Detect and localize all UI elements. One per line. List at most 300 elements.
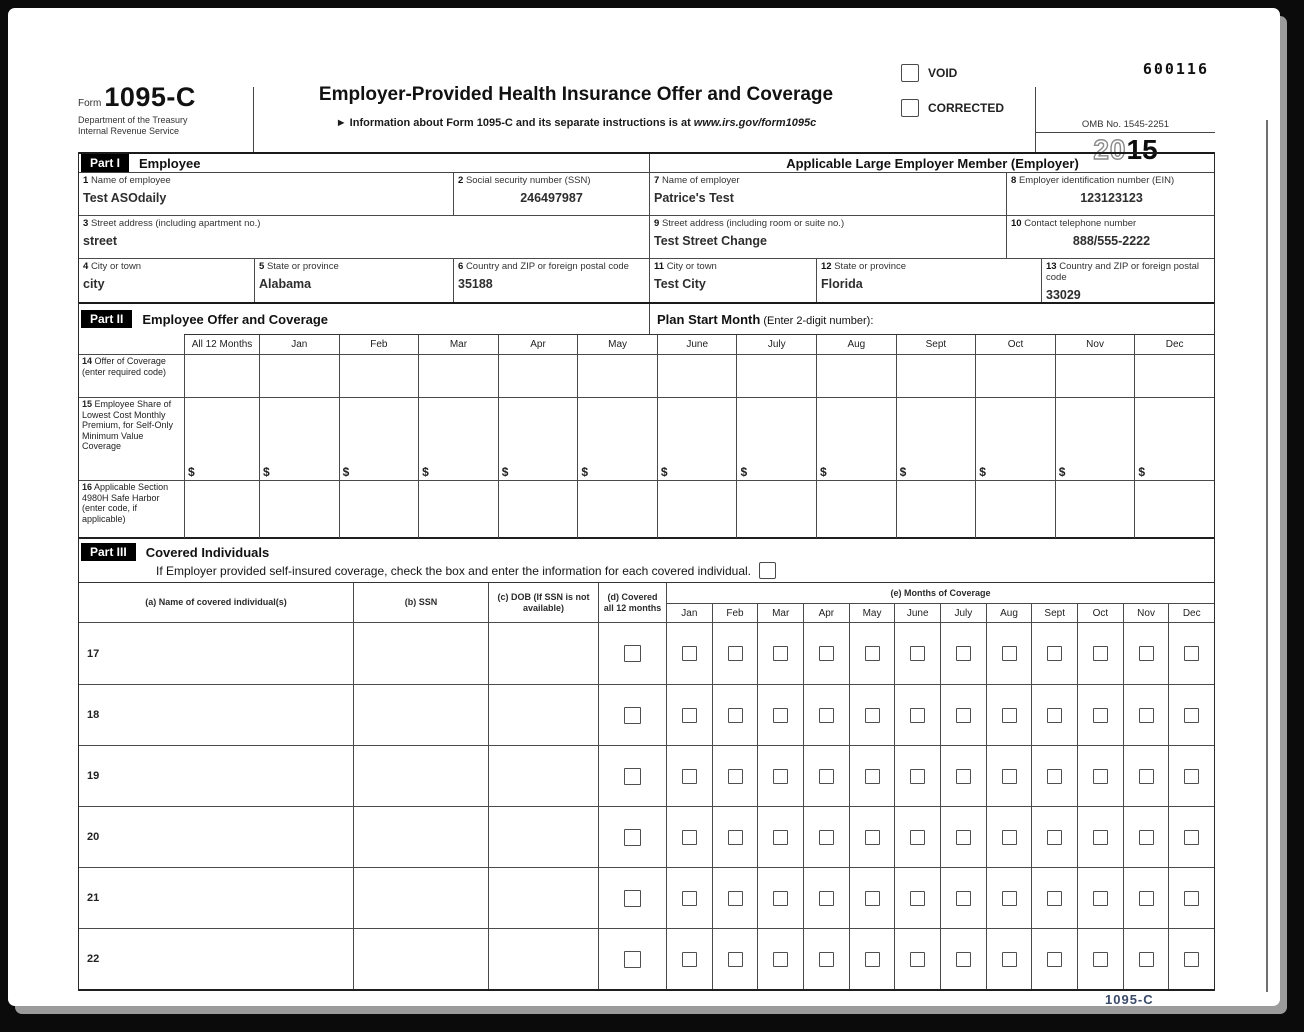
month-cell-20-apr [803, 807, 849, 867]
row-number-17: 17 [87, 647, 100, 660]
month-checkbox-20-feb[interactable] [728, 830, 743, 845]
covered-dob-cell-21 [489, 868, 599, 928]
month-cell-18-june [894, 685, 940, 745]
field-3-value: street [83, 234, 118, 248]
form-footer-partial [78, 991, 1215, 1007]
month-checkbox-17-oct[interactable] [1093, 646, 1108, 661]
covered-all12-checkbox-17[interactable] [624, 645, 641, 662]
void-checkbox[interactable] [901, 64, 919, 82]
month-checkbox-18-aug[interactable] [1002, 708, 1017, 723]
month-cell-22-aug [986, 929, 1032, 989]
month-cell-21-may [849, 868, 895, 928]
part2-row-16 [79, 480, 1214, 537]
covered-name-cell-19 [79, 746, 354, 806]
month-checkbox-18-apr[interactable] [819, 708, 834, 723]
month-checkbox-21-may[interactable] [865, 891, 880, 906]
field-12-state [816, 259, 1041, 302]
covered-individual-row-21 [79, 867, 1214, 928]
field-5-value: Alabama [259, 277, 312, 291]
month-checkbox-19-may[interactable] [865, 769, 880, 784]
month-cell-21-jan [667, 868, 712, 928]
month-checkbox-18-mar[interactable] [773, 708, 788, 723]
doc-code: 600116 [1142, 60, 1209, 78]
part3-month-header-mar: Mar [757, 604, 803, 622]
part2-entry-16-mar [418, 481, 498, 538]
part3-month-header-feb: Feb [712, 604, 758, 622]
part2-entry-14-aug [816, 355, 896, 398]
part3-instruction: If Employer provided self-insured coverage, check the box and enter the information for each covered individual. [156, 563, 751, 578]
part3-month-header-dec: Dec [1168, 604, 1214, 622]
month-cell-21-dec [1168, 868, 1214, 928]
month-checkbox-17-jan[interactable] [682, 646, 697, 661]
center-divider-2 [649, 304, 650, 334]
month-checkbox-20-may[interactable] [865, 830, 880, 845]
month-checkbox-21-feb[interactable] [728, 891, 743, 906]
covered-dob-cell-17 [489, 623, 599, 684]
month-checkbox-20-jan[interactable] [682, 830, 697, 845]
field-7-num: 7 [654, 175, 660, 186]
document-page [8, 8, 1280, 1006]
month-checkbox-17-june[interactable] [910, 646, 925, 661]
part2-entry-16-july [736, 481, 816, 538]
field-1-name-of-employee [79, 173, 453, 215]
part2-entry-15-nov: $ [1055, 398, 1135, 481]
month-cell-21-june [894, 868, 940, 928]
part2-entry-15-mar: $ [418, 398, 498, 481]
part2-entry-14-jan [259, 355, 339, 398]
field-1-label: Name of employee [90, 175, 171, 186]
month-cell-22-july [940, 929, 986, 989]
month-checkbox-18-oct[interactable] [1093, 708, 1108, 723]
month-checkbox-21-jan[interactable] [682, 891, 697, 906]
month-checkbox-20-nov[interactable] [1139, 830, 1154, 845]
month-checkbox-20-dec[interactable] [1184, 830, 1199, 845]
field-9-street-address [649, 216, 1006, 258]
month-checkbox-22-dec[interactable] [1184, 952, 1199, 967]
covered-individual-row-19 [79, 745, 1214, 806]
month-cell-21-oct [1077, 868, 1123, 928]
month-checkbox-22-june[interactable] [910, 952, 925, 967]
month-cell-22-feb [712, 929, 758, 989]
part2-entry-15-feb: $ [339, 398, 419, 481]
field-11-num: 11 [654, 261, 665, 272]
field-8-value: 123123123 [1080, 191, 1143, 205]
part3-month-header-june: June [894, 604, 940, 622]
covered-all12-cell-18 [599, 685, 667, 745]
part2-entry-14-all-12-months [184, 355, 259, 398]
month-checkbox-22-feb[interactable] [728, 952, 743, 967]
month-cells-20 [667, 807, 1214, 867]
month-cell-20-aug [986, 807, 1032, 867]
part2-entry-16-may [577, 481, 657, 538]
month-cell-17-aug [986, 623, 1032, 684]
month-cell-19-jan [667, 746, 712, 806]
row-14-num: 14 [82, 356, 93, 366]
plan-start-hint: (Enter 2-digit number): [760, 314, 874, 327]
month-cell-20-feb [712, 807, 758, 867]
month-cell-17-oct [1077, 623, 1123, 684]
month-cell-21-feb [712, 868, 758, 928]
month-cell-17-may [849, 623, 895, 684]
month-cell-21-nov [1123, 868, 1169, 928]
part2-entry-14-june [657, 355, 737, 398]
field-13-value: 33029 [1046, 288, 1081, 302]
field-6-zip [453, 259, 649, 302]
col-b-header: (b) SSN [354, 583, 489, 622]
month-checkbox-20-mar[interactable] [773, 830, 788, 845]
month-checkbox-17-mar[interactable] [773, 646, 788, 661]
part2-entry-14-sept [896, 355, 976, 398]
covered-ssn-cell-17 [354, 623, 489, 684]
row-15-num: 15 [82, 399, 93, 409]
month-checkbox-21-apr[interactable] [819, 891, 834, 906]
year-bold: 15 [1126, 134, 1158, 165]
field-4-value: city [83, 277, 105, 291]
month-checkbox-18-june[interactable] [910, 708, 925, 723]
month-checkbox-17-sept[interactable] [1047, 646, 1062, 661]
plan-start-label: Plan Start Month [657, 311, 761, 327]
month-checkbox-22-july[interactable] [956, 952, 971, 967]
month-checkbox-19-oct[interactable] [1093, 769, 1108, 784]
month-checkbox-18-sept[interactable] [1047, 708, 1062, 723]
covered-dob-cell-18 [489, 685, 599, 745]
month-cell-22-nov [1123, 929, 1169, 989]
month-checkbox-22-mar[interactable] [773, 952, 788, 967]
month-cell-17-nov [1123, 623, 1169, 684]
part2-entry-14-may [577, 355, 657, 398]
part3-months-row [667, 604, 1214, 622]
part2-entry-16-feb [339, 481, 419, 538]
part2-band [79, 302, 1214, 334]
month-cells-19 [667, 746, 1214, 806]
field-8-label: Employer identification number (EIN) [1018, 175, 1175, 186]
agency-line-1: Department of the Treasury [78, 115, 188, 125]
month-cell-20-sept [1031, 807, 1077, 867]
part2-entry-16-jan [259, 481, 339, 538]
month-checkbox-22-nov[interactable] [1139, 952, 1154, 967]
row-16-text: Applicable Section 4980H Safe Harbor (enter code, if applicable) [82, 482, 169, 524]
month-checkbox-21-oct[interactable] [1093, 891, 1108, 906]
month-checkbox-20-july[interactable] [956, 830, 971, 845]
instruction-text: ► Information about Form 1095-C and its separate instructions is at [335, 117, 694, 129]
field-13-zip [1041, 259, 1216, 302]
field-6-value: 35188 [458, 277, 493, 291]
part2-entry-15-july: $ [736, 398, 816, 481]
part1-row-a [79, 173, 1214, 215]
month-checkbox-17-nov[interactable] [1139, 646, 1154, 661]
covered-name-cell-18 [79, 685, 354, 745]
month-checkbox-22-apr[interactable] [819, 952, 834, 967]
month-cell-20-dec [1168, 807, 1214, 867]
part3-table [79, 582, 1214, 991]
part2-entry-15-all-12-months: $ [184, 398, 259, 481]
footer-form-number: 1095-C [1105, 992, 1154, 1007]
part2-col-header-apr: Apr [498, 335, 578, 354]
field-9-num: 9 [654, 218, 660, 229]
part2-entry-15-may: $ [577, 398, 657, 481]
month-cell-17-sept [1031, 623, 1077, 684]
part2-col-header-mar: Mar [418, 335, 498, 354]
field-6-num: 6 [458, 261, 464, 272]
covered-all12-checkbox-18[interactable] [624, 707, 641, 724]
row-number-20: 20 [87, 831, 100, 843]
part3-month-header-july: July [940, 604, 986, 622]
covered-all12-cell-22 [599, 929, 667, 989]
month-checkbox-18-jan[interactable] [682, 708, 697, 723]
row-number-21: 21 [87, 892, 100, 904]
month-checkbox-21-sept[interactable] [1047, 891, 1062, 906]
month-checkbox-21-dec[interactable] [1184, 891, 1199, 906]
field-2-value: 246497987 [520, 191, 583, 205]
field-3-num: 3 [83, 218, 89, 229]
agency-lines [78, 115, 253, 137]
part1-row-b [79, 215, 1214, 258]
month-cell-18-sept [1031, 685, 1077, 745]
field-5-label: State or province [266, 261, 339, 272]
part2-entry-16-sept [896, 481, 976, 538]
field-12-value: Florida [821, 277, 863, 291]
month-checkbox-22-aug[interactable] [1002, 952, 1017, 967]
month-checkbox-22-oct[interactable] [1093, 952, 1108, 967]
corrected-checkbox[interactable] [901, 99, 919, 117]
agency-line-2: Internal Revenue Service [78, 126, 180, 136]
part2-col-header-jan: Jan [259, 335, 339, 354]
field-4-city [79, 259, 254, 302]
instruction-url: www.irs.gov/form1095c [693, 117, 817, 129]
covered-all12-checkbox-22[interactable] [624, 951, 641, 968]
plan-start-month [657, 312, 873, 327]
covered-all12-cell-21 [599, 868, 667, 928]
part2-entry-15-aug: $ [816, 398, 896, 481]
month-checkbox-21-nov[interactable] [1139, 891, 1154, 906]
field-3-street-address [79, 216, 649, 258]
month-cell-22-sept [1031, 929, 1077, 989]
covered-all12-checkbox-20[interactable] [624, 829, 641, 846]
covered-dob-cell-20 [489, 807, 599, 867]
month-checkbox-21-july[interactable] [956, 891, 971, 906]
month-cell-19-sept [1031, 746, 1077, 806]
row-number-22: 22 [87, 953, 100, 965]
part2-row-16-cells [184, 481, 1214, 538]
part3-header-row [79, 583, 1214, 623]
field-11-city [649, 259, 816, 302]
month-checkbox-19-jan[interactable] [682, 769, 697, 784]
month-checkbox-20-oct[interactable] [1093, 830, 1108, 845]
month-cell-21-july [940, 868, 986, 928]
month-checkbox-21-aug[interactable] [1002, 891, 1017, 906]
part2-col-header-all-12-months: All 12 Months [184, 335, 259, 354]
employer-section-title: Applicable Large Employer Member (Employer) [786, 155, 1079, 171]
field-9-label: Street address (including room or suite no.) [661, 218, 845, 229]
field-4-label: City or town [90, 261, 142, 272]
covered-all12-checkbox-21[interactable] [624, 890, 641, 907]
month-checkbox-20-aug[interactable] [1002, 830, 1017, 845]
row-16-num: 16 [82, 482, 93, 492]
part2-row-14-label [79, 355, 184, 397]
month-checkbox-18-may[interactable] [865, 708, 880, 723]
part3-title: Covered Individuals [145, 544, 270, 560]
field-12-num: 12 [821, 261, 832, 272]
part2-entry-16-all-12-months [184, 481, 259, 538]
covered-name-cell-17 [79, 623, 354, 684]
covered-individual-row-17 [79, 623, 1214, 684]
field-10-num: 10 [1011, 218, 1022, 229]
part2-col-header-nov: Nov [1055, 335, 1135, 354]
col-a-header: (a) Name of covered individual(s) [79, 583, 354, 622]
month-checkbox-20-sept[interactable] [1047, 830, 1062, 845]
month-checkbox-21-june[interactable] [910, 891, 925, 906]
field-13-label: Country and ZIP or foreign postal code [1046, 261, 1199, 283]
field-3-label: Street address (including apartment no.) [90, 218, 261, 229]
part3-month-header-nov: Nov [1123, 604, 1169, 622]
month-cell-20-nov [1123, 807, 1169, 867]
part2-row-15-label [79, 398, 184, 480]
month-checkbox-18-july[interactable] [956, 708, 971, 723]
form-1095c [78, 58, 1215, 1007]
field-8-ein [1006, 173, 1216, 215]
month-checkbox-19-sept[interactable] [1047, 769, 1062, 784]
part1-badge: Part I [81, 154, 129, 172]
month-checkbox-17-july[interactable] [956, 646, 971, 661]
row-number-19: 19 [87, 770, 100, 782]
month-cell-17-july [940, 623, 986, 684]
covered-name-cell-20 [79, 807, 354, 867]
month-cell-18-jan [667, 685, 712, 745]
part2-col-header-oct: Oct [975, 335, 1055, 354]
covered-all12-cell-19 [599, 746, 667, 806]
part2-col-header-june: June [657, 335, 737, 354]
month-cell-20-june [894, 807, 940, 867]
form-number: 1095-C [104, 82, 196, 112]
month-cell-18-mar [757, 685, 803, 745]
month-cell-18-apr [803, 685, 849, 745]
part2-col-header-feb: Feb [339, 335, 419, 354]
corrected-label: CORRECTED [928, 101, 1005, 115]
month-checkbox-17-may[interactable] [865, 646, 880, 661]
covered-ssn-cell-18 [354, 685, 489, 745]
self-insured-checkbox[interactable] [759, 562, 776, 579]
field-10-contact-phone [1006, 216, 1216, 258]
covered-name-cell-21 [79, 868, 354, 928]
month-checkbox-18-dec[interactable] [1184, 708, 1199, 723]
covered-name-cell-22 [79, 929, 354, 989]
year-outline: 20 [1093, 134, 1127, 165]
month-cell-22-oct [1077, 929, 1123, 989]
month-cell-19-oct [1077, 746, 1123, 806]
month-checkbox-17-feb[interactable] [728, 646, 743, 661]
month-checkbox-21-mar[interactable] [773, 891, 788, 906]
month-checkbox-19-july[interactable] [956, 769, 971, 784]
month-cell-20-oct [1077, 807, 1123, 867]
month-checkbox-19-june[interactable] [910, 769, 925, 784]
month-checkbox-19-mar[interactable] [773, 769, 788, 784]
month-checkbox-19-nov[interactable] [1139, 769, 1154, 784]
part2-entry-14-nov [1055, 355, 1135, 398]
month-cell-21-aug [986, 868, 1032, 928]
part3-body [79, 623, 1214, 989]
part3-band [79, 539, 1214, 582]
void-label: VOID [928, 66, 958, 80]
month-cell-20-jan [667, 807, 712, 867]
month-checkbox-22-may[interactable] [865, 952, 880, 967]
field-1-num: 1 [83, 175, 89, 186]
month-checkbox-20-apr[interactable] [819, 830, 834, 845]
row-14-text: Offer of Coverage (enter required code) [82, 356, 167, 377]
month-cells-18 [667, 685, 1214, 745]
month-cell-19-apr [803, 746, 849, 806]
month-cell-17-apr [803, 623, 849, 684]
month-checkbox-20-june[interactable] [910, 830, 925, 845]
month-cell-18-aug [986, 685, 1032, 745]
part3-month-header-apr: Apr [803, 604, 849, 622]
part2-entry-14-apr [498, 355, 578, 398]
field-2-label: Social security number (SSN) [465, 175, 591, 186]
month-checkbox-19-feb[interactable] [728, 769, 743, 784]
covered-individual-row-18 [79, 684, 1214, 745]
col-d-header: (d) Covered all 12 months [599, 583, 667, 622]
month-cell-22-jan [667, 929, 712, 989]
month-checkbox-22-jan[interactable] [682, 952, 697, 967]
form-body [78, 152, 1215, 991]
part2-entry-16-nov [1055, 481, 1135, 538]
month-checkbox-19-dec[interactable] [1184, 769, 1199, 784]
part2-entry-15-jan: $ [259, 398, 339, 481]
month-checkbox-19-apr[interactable] [819, 769, 834, 784]
month-cell-22-apr [803, 929, 849, 989]
covered-all12-checkbox-19[interactable] [624, 768, 641, 785]
month-cell-19-june [894, 746, 940, 806]
month-checkbox-17-aug[interactable] [1002, 646, 1017, 661]
month-checkbox-22-sept[interactable] [1047, 952, 1062, 967]
month-cell-18-feb [712, 685, 758, 745]
month-cell-20-may [849, 807, 895, 867]
part2-header-spacer [79, 334, 184, 354]
field-4-num: 4 [83, 261, 89, 272]
month-checkbox-17-apr[interactable] [819, 646, 834, 661]
part2-row-15 [79, 397, 1214, 480]
month-cell-17-feb [712, 623, 758, 684]
omb-number: OMB No. 1545-2251 [1036, 87, 1215, 133]
field-12-label: State or province [834, 261, 907, 272]
form-word: Form [78, 98, 102, 109]
part1-band [79, 152, 1214, 173]
month-cell-18-oct [1077, 685, 1123, 745]
month-checkbox-19-aug[interactable] [1002, 769, 1017, 784]
part2-entry-16-dec [1134, 481, 1214, 538]
month-checkbox-18-feb[interactable] [728, 708, 743, 723]
month-cell-17-dec [1168, 623, 1214, 684]
part3-month-header-jan: Jan [681, 607, 698, 619]
field-7-value: Patrice's Test [654, 191, 734, 205]
month-cell-17-jan [667, 623, 712, 684]
field-11-value: Test City [654, 277, 706, 291]
field-7-name-of-employer [649, 173, 1006, 215]
part3-badge: Part III [81, 543, 136, 561]
form-number-block [78, 82, 253, 137]
month-cell-19-mar [757, 746, 803, 806]
part2-entry-14-feb [339, 355, 419, 398]
month-cell-18-may [849, 685, 895, 745]
part2-entry-16-apr [498, 481, 578, 538]
part3-month-header-oct: Oct [1077, 604, 1123, 622]
field-7-label: Name of employer [661, 175, 740, 186]
month-cell-17-mar [757, 623, 803, 684]
field-13-num: 13 [1046, 261, 1057, 272]
month-cell-19-july [940, 746, 986, 806]
month-checkbox-18-nov[interactable] [1139, 708, 1154, 723]
month-cell-19-aug [986, 746, 1032, 806]
month-checkbox-17-dec[interactable] [1184, 646, 1199, 661]
